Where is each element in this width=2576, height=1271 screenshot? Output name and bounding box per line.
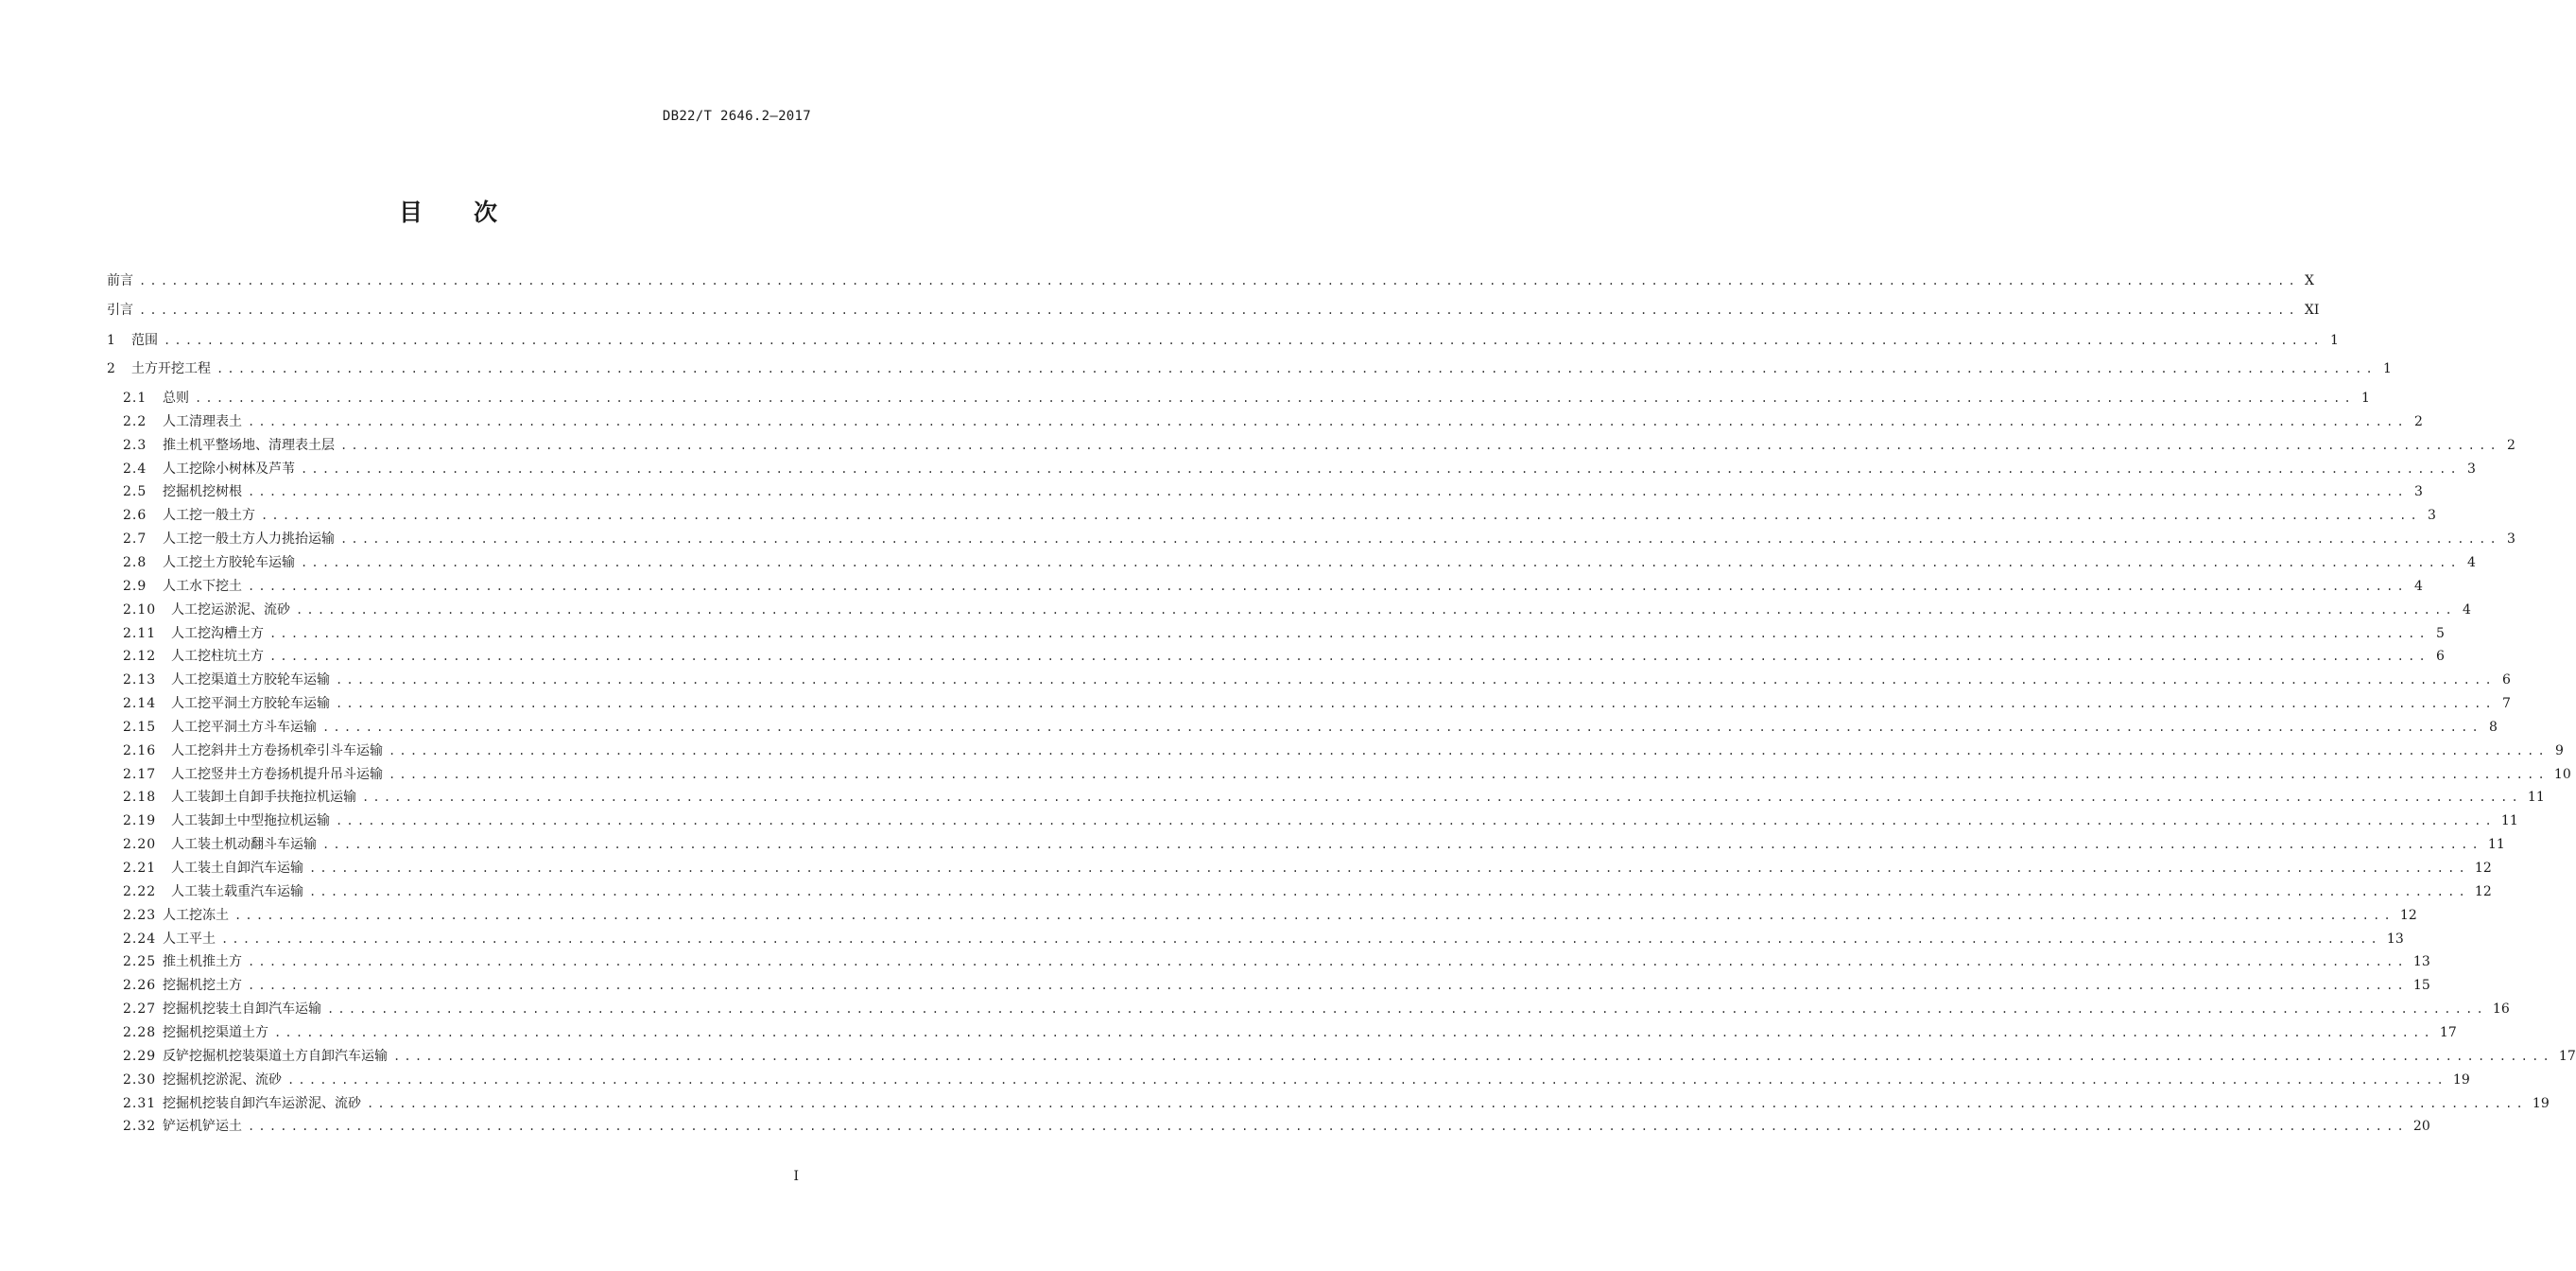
toc-entry[interactable]	[123, 835, 2505, 854]
toc-entry-number: 2.7	[123, 531, 147, 548]
toc-entry-page: 3	[2467, 461, 2476, 477]
toc-leader-dots: ........................................................................................................................................................................................................	[389, 743, 2549, 757]
toc-leader-dots: ........................................................................................................................................................................................................	[221, 931, 2381, 946]
toc-entry-page: 6	[2436, 649, 2445, 665]
toc-leader-dots: ........................................................................................................................................................................................................	[216, 362, 2377, 375]
toc-entry[interactable]	[123, 765, 2571, 784]
toc-entry[interactable]	[123, 788, 2545, 807]
toc-entry[interactable]	[123, 1023, 2457, 1042]
toc-entry[interactable]	[123, 811, 2518, 830]
toc-entry-page: 12	[2474, 861, 2492, 876]
toc-entry-page: 13	[2412, 954, 2430, 970]
toc-entry-number: 2.28	[123, 1024, 157, 1040]
toc-leader-dots: ........................................................................................................................................................................................................	[309, 862, 2469, 875]
toc-entry-number: 2.2	[123, 413, 147, 429]
toc-entry-number: 2.18	[123, 790, 157, 806]
toc-entry-page: 17	[2558, 1048, 2576, 1064]
toc-entry-page: 2	[2507, 437, 2515, 453]
toc-leader-dots: ........................................................................................................................................................................................................	[393, 1049, 2553, 1063]
toc-leader-dots: ........................................................................................................................................................................................................	[287, 1072, 2447, 1087]
toc-entry-title: 人工挖冻土	[163, 907, 229, 923]
toc-entry-number: 2.22	[123, 883, 157, 899]
toc-leader-dots: ........................................................................................................................................................................................................	[164, 334, 2324, 347]
toc-entry-number: 2.6	[123, 508, 147, 524]
toc-entry-title: 人工装土自卸汽车运输	[171, 861, 303, 876]
toc-entry-number: 2.21	[123, 861, 157, 876]
toc-leader-dots: ........................................................................................................................................................................................................	[248, 579, 2408, 593]
toc-entry[interactable]	[123, 906, 2417, 925]
toc-entry-page: 5	[2436, 625, 2445, 641]
toc-entry-title: 人工装卸土中型拖拉机运输	[171, 813, 330, 829]
toc-entry-number: 2.5	[123, 484, 147, 500]
toc-leader-dots: ........................................................................................................................................................................................................	[248, 979, 2408, 993]
page-number: I	[793, 1169, 799, 1184]
toc-entry-number: 2.11	[123, 625, 157, 641]
toc-entry[interactable]	[123, 694, 2511, 713]
toc-entry-page: 19	[2532, 1095, 2550, 1111]
toc-entry-number: 2.25	[123, 954, 157, 970]
toc-entry[interactable]	[107, 331, 2339, 350]
toc-entry-number: 2.23	[123, 907, 157, 923]
toc-leader-dots: ........................................................................................................................................................................................................	[261, 509, 2421, 523]
toc-leader-dots: ........................................................................................................................................................................................................	[340, 438, 2500, 452]
toc-entry[interactable]	[123, 952, 2430, 971]
toc-leader-dots: ........................................................................................................................................................................................................	[234, 908, 2394, 922]
toc-entry-page: 4	[2467, 554, 2476, 570]
toc-entry-page: 4	[2463, 601, 2471, 618]
toc-entry-number: 2.13	[123, 672, 157, 688]
toc-entry-number: 2.29	[123, 1048, 157, 1064]
toc-entry[interactable]	[123, 1071, 2470, 1089]
toc-entry[interactable]	[123, 436, 2515, 455]
toc-leader-dots: ........................................................................................................................................................................................................	[362, 791, 2522, 805]
toc-entry-number: 2	[107, 361, 116, 376]
toc-entry-number: 1	[107, 333, 116, 348]
toc-leader-dots: ........................................................................................................................................................................................................	[336, 697, 2496, 711]
toc-entry-title: 挖掘机挖装土自卸汽车运输	[163, 1001, 321, 1018]
toc-entry-title: 人工挖平洞土方斗车运输	[171, 719, 317, 735]
toc-entry-title: 人工挖运淤泥、流砂	[171, 601, 290, 618]
toc-entry-number: 2.4	[123, 461, 147, 477]
toc-entry-page: 20	[2412, 1119, 2430, 1135]
toc-entry-title: 人工装卸土自卸手扶拖拉机运输	[171, 790, 356, 806]
toc-entry-number: 2.31	[123, 1095, 157, 1111]
toc-leader-dots: ........................................................................................................................................................................................................	[139, 274, 2299, 287]
toc-entry-page: 11	[2487, 837, 2505, 853]
toc-entry-number: 2.3	[123, 437, 147, 453]
toc-entry-title: 推土机推土方	[163, 954, 242, 970]
toc-entry-title: 挖掘机挖淤泥、流砂	[163, 1071, 282, 1088]
toc-entry-number: 2.27	[123, 1001, 157, 1018]
toc-leader-dots: ........................................................................................................................................................................................................	[248, 414, 2408, 428]
toc-entry-page: 1	[2330, 333, 2339, 348]
toc-leader-dots: ........................................................................................................................................................................................................	[367, 1096, 2527, 1110]
toc-leader-dots: ........................................................................................................................................................................................................	[269, 626, 2429, 640]
toc-leader-dots: ........................................................................................................................................................................................................	[269, 650, 2429, 664]
toc-leader-dots: ........................................................................................................................................................................................................	[327, 1002, 2487, 1017]
toc-entry-page: 17	[2439, 1024, 2457, 1040]
toc-leader-dots: ........................................................................................................................................................................................................	[389, 767, 2549, 781]
toc-entry-number: 2.30	[123, 1071, 157, 1088]
toc-entry-number: 2.10	[123, 601, 157, 618]
toc-entry-number: 2.14	[123, 696, 157, 712]
toc-entry-page: 3	[2428, 508, 2436, 524]
toc-entry[interactable]	[123, 577, 2423, 596]
toc-entry[interactable]	[123, 482, 2423, 501]
toc-entry-title: 人工挖一般土方	[163, 508, 255, 524]
page-title	[0, 194, 898, 228]
toc-entry-title: 人工清理表土	[163, 413, 242, 429]
toc-entry-title: 人工平土	[163, 931, 216, 947]
toc-entry-title: 挖掘机挖渠道土方	[163, 1024, 268, 1040]
toc-entry-page: 7	[2502, 696, 2511, 712]
toc-leader-dots: ........................................................................................................................................................................................................	[322, 838, 2482, 852]
toc-leader-dots: ........................................................................................................................................................................................................	[336, 814, 2496, 828]
toc-entry-title: 人工装土载重汽车运输	[171, 883, 303, 899]
toc-entry-page: 11	[2527, 790, 2545, 806]
toc-entry-title: 推土机平整场地、清理表土层	[163, 437, 335, 453]
toc-entry[interactable]	[123, 389, 2370, 408]
toc-entry-page: 3	[2507, 531, 2515, 548]
toc-entry-page: 10	[2553, 766, 2571, 782]
toc-leader-dots: ........................................................................................................................................................................................................	[248, 485, 2408, 499]
toc-entry[interactable]	[123, 718, 2498, 737]
toc-entry[interactable]	[123, 930, 2404, 949]
toc-entry[interactable]	[123, 1047, 2576, 1066]
toc-entry-number: 2.24	[123, 931, 157, 947]
toc-entry[interactable]	[123, 670, 2511, 689]
toc-entry-title: 挖掘机挖树根	[163, 484, 242, 500]
toc-entry-page: 16	[2492, 1001, 2510, 1018]
toc-entry-number: 2.16	[123, 742, 157, 758]
toc-entry-number: 2.19	[123, 813, 157, 829]
toc-entry[interactable]	[123, 601, 2471, 619]
toc-entry-title: 挖掘机挖土方	[163, 978, 242, 994]
toc-entry-title: 前言	[107, 273, 133, 288]
toc-entry-page: X	[2304, 273, 2314, 288]
toc-entry-title: 人工挖平洞土方胶轮车运输	[171, 696, 330, 712]
toc-entry-title: 反铲挖掘机挖装渠道土方自卸汽车运输	[163, 1048, 388, 1064]
toc-entry-number: 2.1	[123, 391, 147, 406]
toc-entry[interactable]	[123, 460, 2476, 479]
toc-entry-page: XI	[2304, 303, 2320, 318]
toc-entry-number: 2.17	[123, 766, 157, 782]
toc-entry-title: 人工挖渠道土方胶轮车运输	[171, 672, 330, 688]
toc-entry-number: 2.15	[123, 719, 157, 735]
toc-leader-dots: ........................................................................................................................................................................................................	[195, 392, 2355, 405]
toc-leader-dots: ........................................................................................................................................................................................................	[301, 555, 2461, 569]
document-code: DB22/T 2646.2—2017	[662, 109, 811, 124]
toc-entry[interactable]	[123, 741, 2564, 760]
toc-entry[interactable]	[123, 1094, 2550, 1113]
toc-entry-title: 人工挖除小树林及芦苇	[163, 461, 295, 477]
title-char-1: 目	[398, 199, 424, 226]
toc-entry-title: 挖掘机挖装自卸汽车运淤泥、流砂	[163, 1095, 361, 1111]
toc-entry-number: 2.8	[123, 554, 147, 570]
toc-leader-dots: ........................................................................................................................................................................................................	[322, 720, 2482, 734]
title-char-2: 次	[474, 199, 500, 226]
toc-entry-page: 2	[2414, 413, 2423, 429]
toc-entry-title: 引言	[107, 303, 133, 318]
toc-entry-page: 8	[2489, 719, 2498, 735]
toc-entry-page: 19	[2452, 1071, 2470, 1088]
toc-entry[interactable]	[123, 530, 2515, 548]
toc-leader-dots: ........................................................................................................................................................................................................	[274, 1025, 2434, 1039]
toc-entry-title: 总则	[163, 391, 189, 406]
toc-entry-page: 13	[2386, 931, 2404, 947]
toc-entry-title: 铲运机铲运土	[163, 1119, 242, 1135]
toc-leader-dots: ........................................................................................................................................................................................................	[248, 1120, 2408, 1134]
toc-leader-dots: ........................................................................................................................................................................................................	[336, 673, 2496, 688]
toc-entry-title: 人工挖柱坑土方	[171, 649, 264, 665]
toc-entry-title: 人工装土机动翻斗车运输	[171, 837, 317, 853]
toc-leader-dots: ........................................................................................................................................................................................................	[296, 602, 2456, 617]
toc-entry-number: 2.9	[123, 578, 147, 594]
toc-entry-page: 1	[2361, 391, 2370, 406]
toc-entry-title: 人工挖沟槽土方	[171, 625, 264, 641]
toc-entry-number: 2.20	[123, 837, 157, 853]
toc-entry-page: 9	[2555, 742, 2564, 758]
toc-entry-title: 人工挖一般土方人力挑抬运输	[163, 531, 335, 548]
toc-entry-page: 6	[2502, 672, 2511, 688]
toc-entry[interactable]	[123, 1000, 2510, 1019]
toc-leader-dots: ........................................................................................................................................................................................................	[139, 304, 2299, 317]
toc-leader-dots: ........................................................................................................................................................................................................	[248, 955, 2408, 969]
toc-entry-page: 3	[2414, 484, 2423, 500]
toc-entry-number: 2.32	[123, 1119, 157, 1135]
toc-entry[interactable]	[123, 624, 2445, 643]
toc-entry-number: 2.26	[123, 978, 157, 994]
toc-entry[interactable]	[123, 506, 2436, 525]
toc-leader-dots: ........................................................................................................................................................................................................	[340, 532, 2500, 547]
toc-entry[interactable]	[107, 359, 2392, 378]
toc-entry[interactable]	[123, 976, 2430, 995]
toc-entry-page: 1	[2383, 361, 2392, 376]
toc-entry-title: 土方开挖工程	[131, 361, 211, 376]
toc-entry[interactable]	[123, 882, 2492, 901]
toc-leader-dots: ........................................................................................................................................................................................................	[309, 884, 2469, 898]
toc-entry-title: 人工挖土方胶轮车运输	[163, 554, 295, 570]
toc-entry-page: 12	[2474, 883, 2492, 899]
toc-entry[interactable]	[107, 301, 2320, 320]
toc-entry-number: 2.12	[123, 649, 157, 665]
toc-entry-title: 人工挖竖井土方卷扬机提升吊斗运输	[171, 766, 383, 782]
toc-entry[interactable]	[123, 1117, 2430, 1136]
toc-leader-dots: ........................................................................................................................................................................................................	[301, 461, 2461, 476]
toc-entry-title: 人工挖斜井土方卷扬机牵引斗车运输	[171, 742, 383, 758]
toc-entry[interactable]	[123, 647, 2445, 666]
toc-entry-page: 12	[2399, 907, 2417, 923]
toc-entry[interactable]	[123, 412, 2423, 431]
toc-entry-page: 15	[2412, 978, 2430, 994]
toc-entry-title: 人工水下挖土	[163, 578, 242, 594]
toc-entry-page: 4	[2414, 578, 2423, 594]
toc-entry[interactable]	[107, 271, 2314, 290]
toc-entry[interactable]	[123, 859, 2492, 878]
toc-entry-page: 11	[2500, 813, 2518, 829]
toc-entry[interactable]	[123, 553, 2476, 572]
toc-entry-title: 范围	[131, 333, 158, 348]
